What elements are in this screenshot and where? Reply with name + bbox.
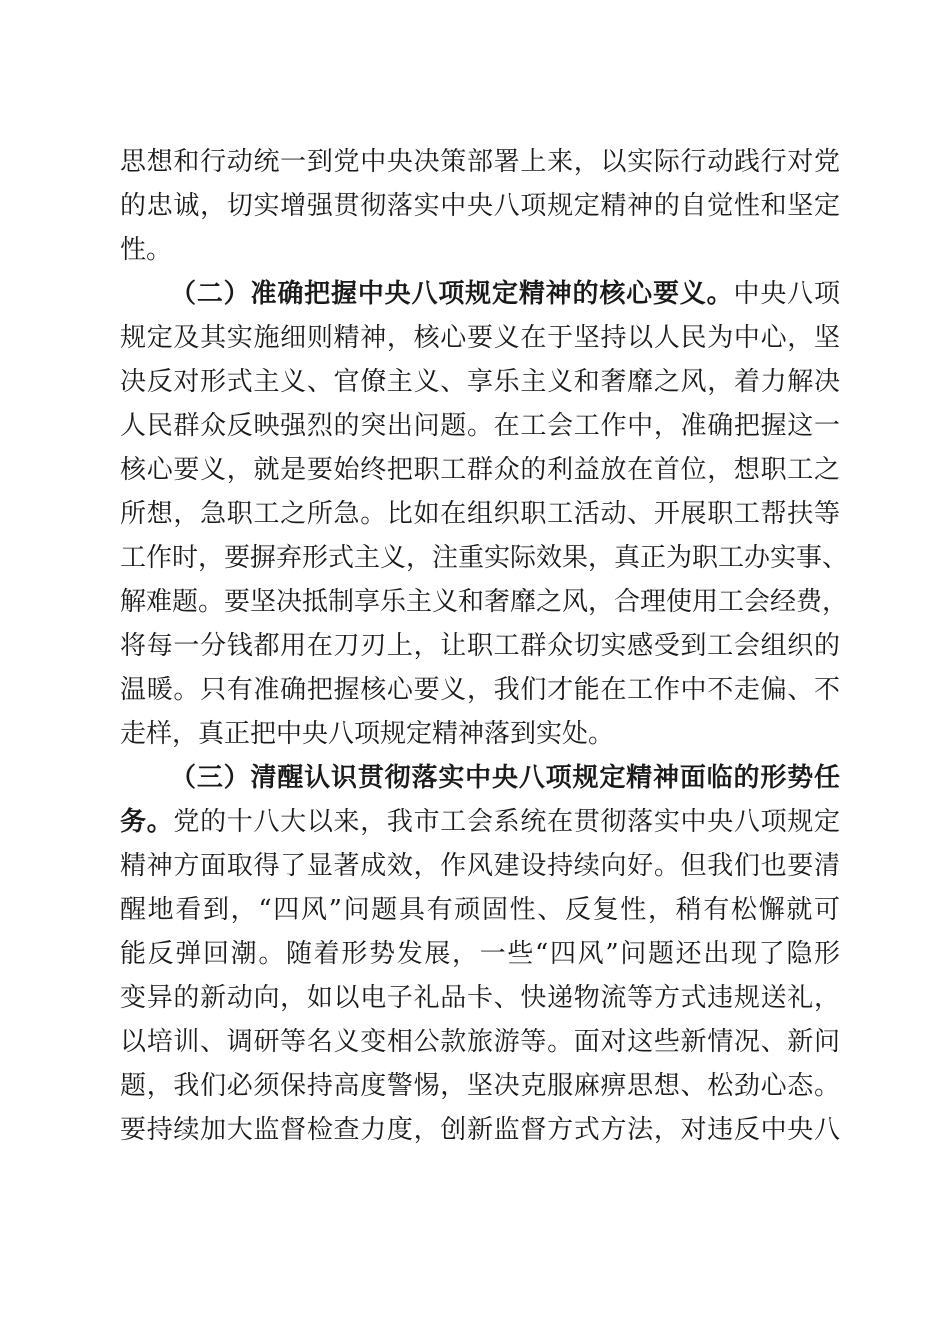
paragraph-heading-line — [120, 800, 840, 844]
text-line: 思想和行动统一到党中央决策部署上来，以实际行动践行对党 — [120, 147, 840, 177]
text-line: 所想，急职工之所急。比如在组织职工活动、开展职工帮扶等 — [120, 499, 840, 529]
text-line: 要持续加大监督检查力度，创新监督方式方法，对违反中央八 — [120, 1115, 840, 1145]
section-heading: （二）准确把握中央八项规定精神的核心要义。 — [170, 279, 734, 309]
text-run: 中央八项 — [733, 279, 840, 309]
section-heading: 务。 — [120, 807, 174, 837]
text-line: 变异的新动向，如以电子礼品卡、快递物流等方式违规送礼， — [120, 983, 840, 1013]
paragraph-heading-line — [170, 272, 840, 316]
text-line: 以培训、调研等名义变相公款旅游等。面对这些新情况、新问 — [120, 1027, 840, 1057]
text-line: 人民群众反映强烈的突出问题。在工会工作中，准确把握这一 — [120, 411, 840, 441]
text-line: 性。 — [120, 235, 173, 265]
text-line: 核心要义，就是要始终把职工群众的利益放在首位，想职工之 — [120, 455, 840, 485]
text-line: 决反对形式主义、官僚主义、享乐主义和奢靡之风，着力解决 — [120, 367, 840, 397]
text-line: 走样，真正把中央八项规定精神落到实处。 — [120, 719, 615, 749]
text-line: 题，我们必须保持高度警惕，坚决克服麻痹思想、松劲心态。 — [120, 1071, 840, 1101]
text-line: 规定及其实施细则精神，核心要义在于坚持以人民为中心，坚 — [120, 323, 840, 353]
text-line: 解难题。要坚决抵制享乐主义和奢靡之风，合理使用工会经费， — [120, 587, 849, 617]
text-line: 精神方面取得了显著成效，作风建设持续向好。但我们也要清 — [120, 851, 840, 881]
text-line: 温暖。只有准确把握核心要义，我们才能在工作中不走偏、不 — [120, 675, 840, 705]
text-line: 的忠诚，切实增强贯彻落实中央八项规定精神的自觉性和坚定 — [120, 191, 840, 221]
text-line: 醒地看到，“四风”问题具有顽固性、反复性，稍有松懈就可 — [120, 895, 840, 925]
section-heading: （三）清醒认识贯彻落实中央八项规定精神面临的形势任 — [170, 763, 840, 793]
text-line: 工作时，要摒弃形式主义，注重实际效果，真正为职工办实事、 — [120, 543, 849, 573]
text-line: 将每一分钱都用在刀刃上，让职工群众切实感受到工会组织的 — [120, 631, 840, 661]
text-line: 能反弹回潮。随着形势发展，一些“四风”问题还出现了隐形 — [120, 939, 840, 969]
text-run: 党的十八大以来，我市工会系统在贯彻落实中央八项规定 — [173, 807, 840, 837]
